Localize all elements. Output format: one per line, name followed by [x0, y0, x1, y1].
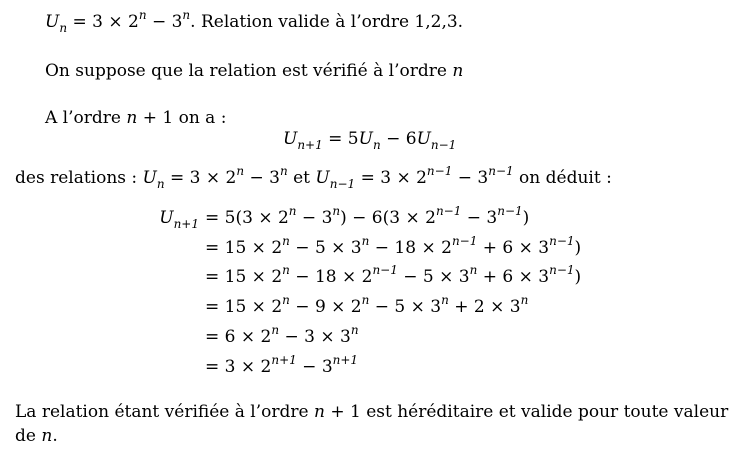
derivation-row: = $15 \times 2^n - 18 \times 2^{n-1} - 5 \times 3^n + 6 \times 3^{n-1}$) [205, 263, 582, 287]
conclusion-text-2: de [15, 426, 36, 446]
hypothesis-text: On suppose que la relation est vérifié à l’ordre [45, 61, 447, 81]
induction-step-tail: on a : [178, 108, 227, 128]
statement-text: . Relation valide à l’ordre 1,2,3. [190, 12, 464, 32]
recurrence-equation: $U_{n+1} = 5U_n - 6U_{n-1}$ [283, 129, 457, 152]
statement-line: $U_n = 3 \times 2^n - 3^n$. Relation valide à l’ordre 1,2,3. [45, 8, 464, 35]
conclusion-line: La relation étant vérifiée à l’ordre n + 1 est héréditaire et valide pour toute valeur [15, 402, 729, 422]
relations-line: des relations : $U_n = 3 \times 2^n - 3^n$ et $U_{n-1} = 3 \times 2^{n-1} - 3^{n-1}$ on déduit : [15, 164, 612, 191]
hypothesis-line: On suppose que la relation est vérifié à l’ordre n [45, 61, 464, 81]
induction-step-line: A l’ordre n + 1 on a : [45, 108, 227, 128]
induction-step-text: A l’ordre [45, 108, 121, 128]
derivation-row: = $3 \times 2^{n+1} - 3^{n+1}$ [205, 353, 359, 377]
relations-head: des relations : [15, 168, 138, 188]
derivation-row: = $6 \times 2^n - 3 \times 3^n$ [205, 323, 359, 347]
relations-mid: et [293, 168, 311, 188]
conclusion-line-2: de n. [15, 426, 58, 446]
derivation-row: = $15 \times 2^n - 5 \times 3^n - 18 \times 2^{n-1} + 6 \times 3^{n-1}$) [205, 234, 582, 258]
derivation-row: = $15 \times 2^n - 9 \times 2^n - 5 \times 3^n + 2 \times 3^n$ [205, 293, 529, 317]
conclusion-text: La relation étant vérifiée à l’ordre [15, 402, 309, 422]
conclusion-period: . [52, 426, 58, 446]
conclusion-tail: est héréditaire et valide pour toute valeur [366, 402, 729, 422]
relations-tail: on déduit : [519, 168, 612, 188]
derivation-row: $U_{n+1}$ = $5(3 \times 2^n - 3^n) - 6(3 \times 2^{n-1} - 3^{n-1})$ [159, 204, 530, 231]
